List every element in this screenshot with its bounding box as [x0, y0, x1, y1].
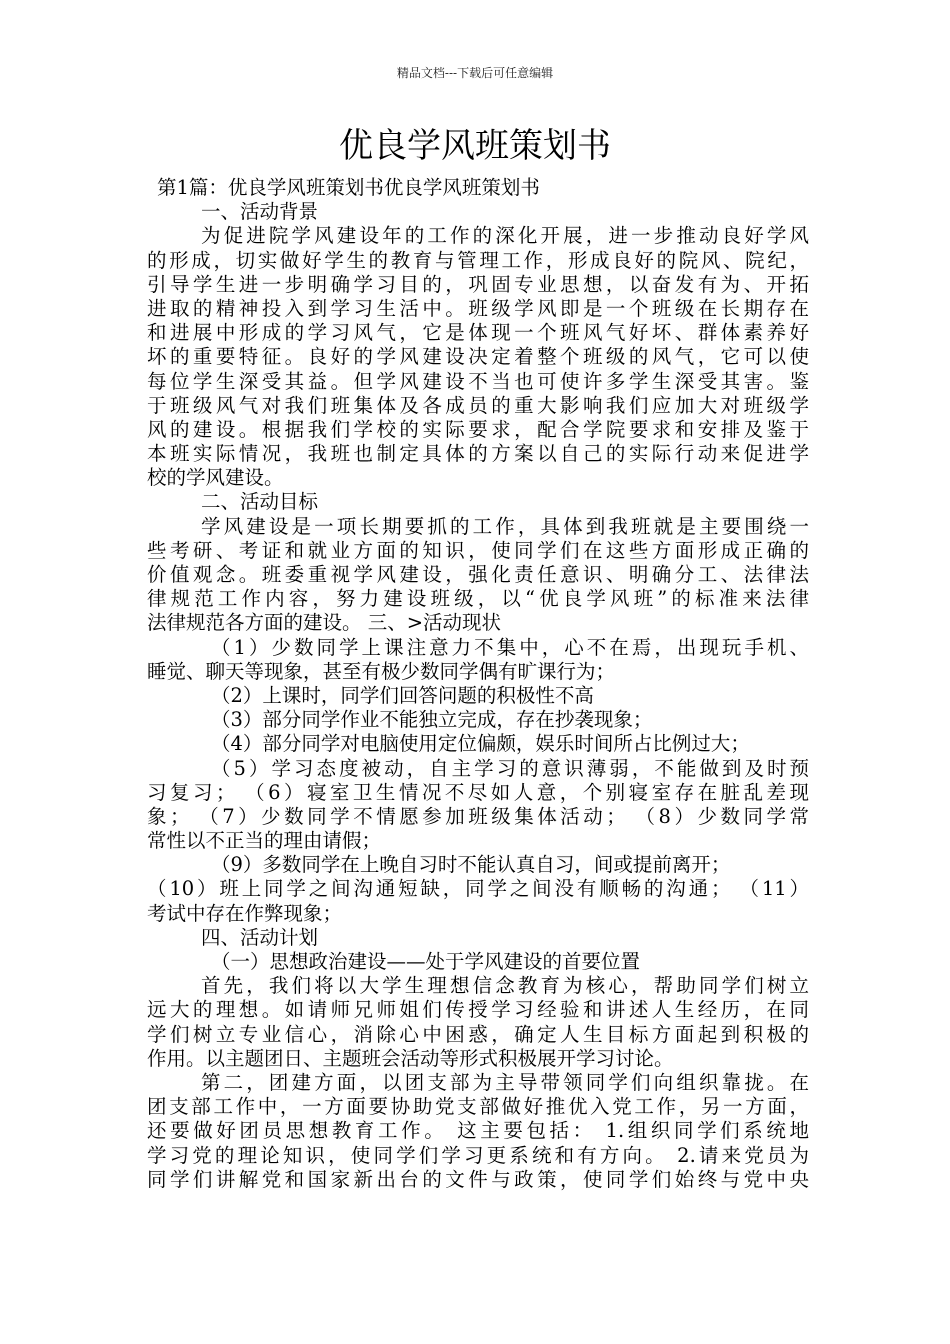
list-item: （4）部分同学对电脑使用定位偏颇，娱乐时间所占比例过大；	[211, 732, 750, 756]
chapter-heading: 第1篇：优良学风班策划书优良学风班策划书	[157, 176, 540, 199]
subsection-heading: （一）思想政治建设——处于学风建设的首要位置	[211, 950, 641, 973]
paragraph-line: 本班实际情况，我班也制定具体的方案以自己的实际行动来促进学	[147, 442, 809, 466]
paragraph-line: 为促进院学风建设年的工作的深化开展，进一步推动良好学风	[201, 224, 809, 248]
paragraph-line: 同学们讲解党和国家新出台的文件与政策，使同学们始终与党中央	[147, 1167, 809, 1191]
paragraph-line: 风的建设。根据我们学校的实际要求，配合学院要求和安排及鉴于	[147, 417, 809, 441]
paragraph-line: 第二，团建方面，以团支部为主导带领同学们向组织靠拢。在	[201, 1070, 809, 1094]
paragraph-line: 于班级风气对我们班集体及各成员的重大影响我们应加大对班级学	[147, 393, 809, 417]
list-item: （3）部分同学作业不能独立完成，存在抄袭现象；	[211, 708, 653, 732]
paragraph-line: 些考研、考证和就业方面的知识，使同学们在这些方面形成正确的	[147, 538, 809, 562]
paragraph-line: 和进展中形成的学习风气，它是体现一个班风气好坏、群体素养好	[147, 321, 809, 345]
paragraph-line: 作用。以主题团日、主题班会活动等形式积极展开学习讨论。	[147, 1046, 674, 1070]
section-heading-goals: 二、活动目标	[201, 490, 319, 514]
paragraph-line: 校的学风建设。	[147, 466, 284, 490]
list-item: 睡觉、聊天等现象，甚至有极少数同学偶有旷课行为；	[147, 659, 616, 683]
paragraph-line: 律规范工作内容，努力建设班级，以“优良学风班”的标准来法律	[147, 587, 809, 611]
list-item: 象； （7）少数同学不情愿参加班级集体活动； （8）少数同学常	[147, 804, 809, 828]
document-body	[147, 176, 809, 1192]
paragraph-line: 的形成，切实做好学生的教育与管理工作，形成良好的院风、院纪，	[147, 248, 809, 272]
list-item: 习复习； （6）寝室卫生情况不尽如人意，个别寝室存在脏乱差现	[147, 780, 809, 804]
paragraph-line: 每位学生深受其益。但学风建设不当也可使许多学生深受其害。鉴	[147, 369, 809, 393]
document-title: 优良学风班策划书	[339, 126, 611, 166]
paragraph-line: 价值观念。班委重视学风建设，强化责任意识、明确分工、法律法	[147, 563, 809, 586]
paragraph-line: 进取的精神投入到学习生活中。班级学风即是一个班级在长期存在	[147, 296, 809, 320]
paragraph-line: 学习党的理论知识，使同学们学习更系统和有方向。 2.请来党员为	[147, 1143, 809, 1167]
list-item: （9）多数同学在上晚自习时不能认真自习，间或提前离开；	[211, 853, 731, 877]
list-item: （10）班上同学之间沟通短缺，同学之间没有顺畅的沟通； （11）	[147, 877, 809, 901]
paragraph-line: 法律规范各方面的建设。 三、>活动现状	[147, 611, 502, 635]
section-heading-plan: 四、活动计划	[201, 925, 319, 949]
paragraph-line: 坏的重要特征。良好的学风建设决定着整个班级的风气，它可以使	[147, 345, 809, 369]
paragraph-line: 引导学生进一步明确学习目的，巩固专业思想，以奋发有为、开拓	[147, 272, 809, 296]
section-heading-background: 一、活动背景	[201, 200, 319, 224]
paragraph-line: 学们树立专业信心，消除心中困惑，确定人生目标方面起到积极的	[147, 1022, 809, 1046]
paragraph-line: 首先，我们将以大学生理想信念教育为核心，帮助同学们树立	[201, 974, 809, 998]
paragraph-line: 学风建设是一项长期要抓的工作，具体到我班就是主要围绕一	[201, 514, 809, 538]
paragraph-line: 团支部工作中，一方面要协助党支部做好推优入党工作，另一方面，	[147, 1095, 809, 1119]
paragraph-line: 远大的理想。如请师兄师姐们传授学习经验和讲述人生经历，在同	[147, 998, 809, 1022]
list-item: （1）少数同学上课注意力不集中，心不在焉，出现玩手机、	[211, 635, 809, 659]
list-item: 考试中存在作弊现象；	[147, 901, 343, 925]
list-item: （5）学习态度被动，自主学习的意识薄弱，不能做到及时预	[211, 756, 809, 780]
paragraph-line: 还要做好团员思想教育工作。 这主要包括： 1.组织同学们系统地	[147, 1119, 809, 1143]
header-note: 精品文档---下载后可任意编辑	[396, 66, 554, 80]
list-item: 常性以不正当的理由请假；	[147, 829, 382, 853]
list-item: （2）上课时，同学们回答问题的积极性不高	[211, 683, 594, 707]
